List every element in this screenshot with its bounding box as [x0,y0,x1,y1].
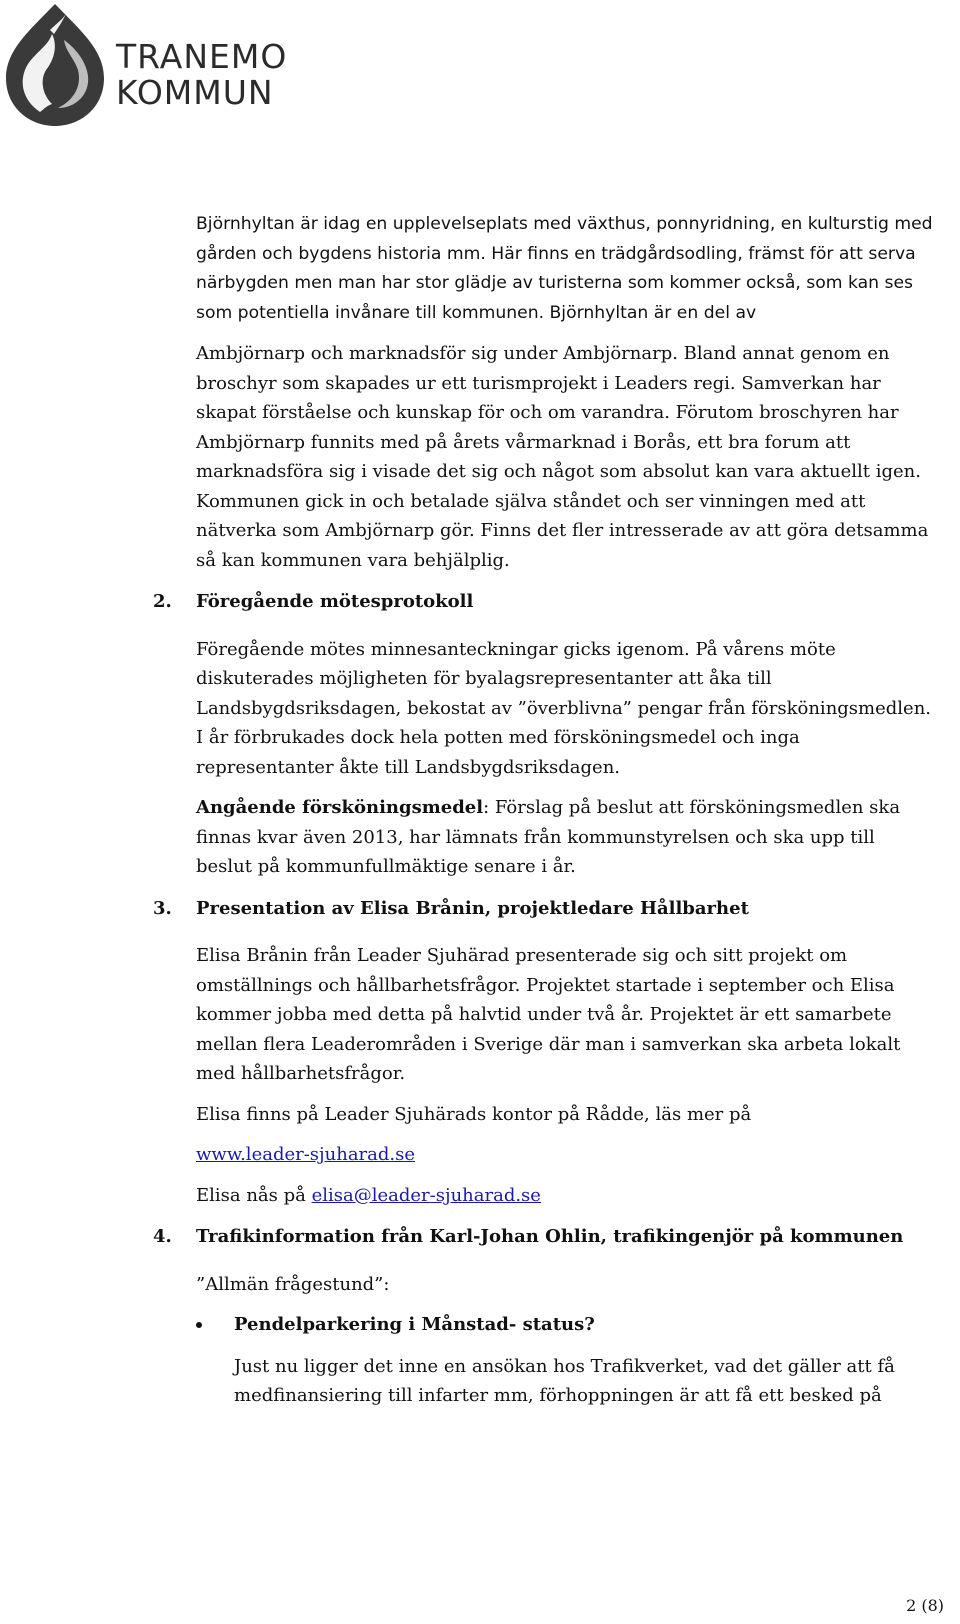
logo-text-line2: KOMMUN [116,73,274,112]
section-2-paragraph-2-text: : Förslag på beslut att försköningsmedlen ska finnas kvar även 2013, har lämnats från kommunstyrelsen och ska upp till beslut på kommunfullmäktige senare i år. [196,797,901,877]
section-2-label: Angående försköningsmedel [196,797,484,818]
leader-website-link[interactable]: www.leader-sjuharad.se [196,1144,416,1165]
section-3-heading [153,894,936,924]
section-3-email-prefix: Elisa nås på [196,1184,312,1206]
intro-paragraph-a: Björnhyltan är idag en upplevelseplats med växthus, ponnyridning, en kulturstig med gården och bygdens historia mm. Här finns en trädgårdsodling, främst för att serva närbygden men man har stor glädje av turisterna som kommer också, som kan ses som potentiella invånare till kommunen. Björnhyltan är en del av [196,214,933,323]
section-4-general-question: ”Allmän frågestund”: [196,1273,390,1295]
section-2-paragraph-2 [196,793,936,882]
section-3-paragraph-2: Elisa finns på Leader Sjuhärads kontor på Rådde, läs mer på [196,1103,752,1125]
section-4-bullet-text: Just nu ligger det inne en ansökan hos Trafikverket, vad det gäller att få medfinansiering till infarter mm, förhoppningen är att få ett besked på [234,1355,895,1406]
section-2-paragraph-1: Föregående mötes minnesanteckningar gicks igenom. På vårens möte diskuterades möjligheten för byalagsrepresentanter att åka till Landsbygdsriksdagen, bekostat av ”överblivna” pengar från försköningsmedlen. I år förbrukades dock hela potten med försköningsmedel och inga representanter åkte till Landsbygdsriksdagen. [196,638,932,778]
tranemo-kommun-logo [0,0,300,135]
section-3-number: 3. [153,897,172,919]
intro-paragraph-b: Ambjörnarp och marknadsför sig under Ambjörnarp. Bland annat genom en broschyr som skapades ur ett turismprojekt i Leaders regi. Samverkan har skapat förståelse och kunskap för och om varandra. Förutom broschyren har Ambjörnarp funnits med på årets vårmarknad i Borås, ett bra forum att marknadsföra sig i visade det sig och något som absolut kan vara aktuellt igen. Kommunen gick in och betalade själva ståndet och ser vinningen med att nätverka som Ambjörnarp gör. Finns det fler intresserade av att göra detsamma så kan kommunen vara behjälplig. [196,343,929,571]
section-4-bullet-title: Pendelparkering i Månstad- status? [234,1314,595,1335]
section-4-bullet [196,1310,936,1340]
bullet-dot-icon [196,1322,202,1328]
section-4-title: Trafikinformation från Karl-Johan Ohlin, trafikingenjör på kommunen [196,1226,904,1247]
page-number: 2 (8) [906,1596,944,1615]
section-2-heading [153,587,936,617]
section-3-paragraph-1: Elisa Brånin från Leader Sjuhärad presenterade sig och sitt projekt om omställnings och hållbarhetsfrågor. Projektet startade i september och Elisa kommer jobba med detta på halvtid under två år. Projektet är ett samarbete mellan flera Leaderområden i Sverige där man i samverkan ska arbeta lokalt med hållbarhetsfrågor. [196,945,901,1084]
elisa-email-link[interactable]: elisa@leader-sjuharad.se [311,1184,541,1206]
crane-shield-icon [0,0,110,130]
section-4-heading [153,1222,936,1252]
document-body [153,210,936,1422]
section-2-title: Föregående mötesprotokoll [196,591,474,612]
section-2-number: 2. [153,591,172,612]
section-3-email-row [196,1181,936,1211]
logo-text-line1: TRANEMO [116,37,288,76]
section-4-number: 4. [153,1226,172,1247]
section-3-title: Presentation av Elisa Brånin, projektledare Hållbarhet [196,897,749,919]
section-3-web-link-row [196,1140,936,1170]
